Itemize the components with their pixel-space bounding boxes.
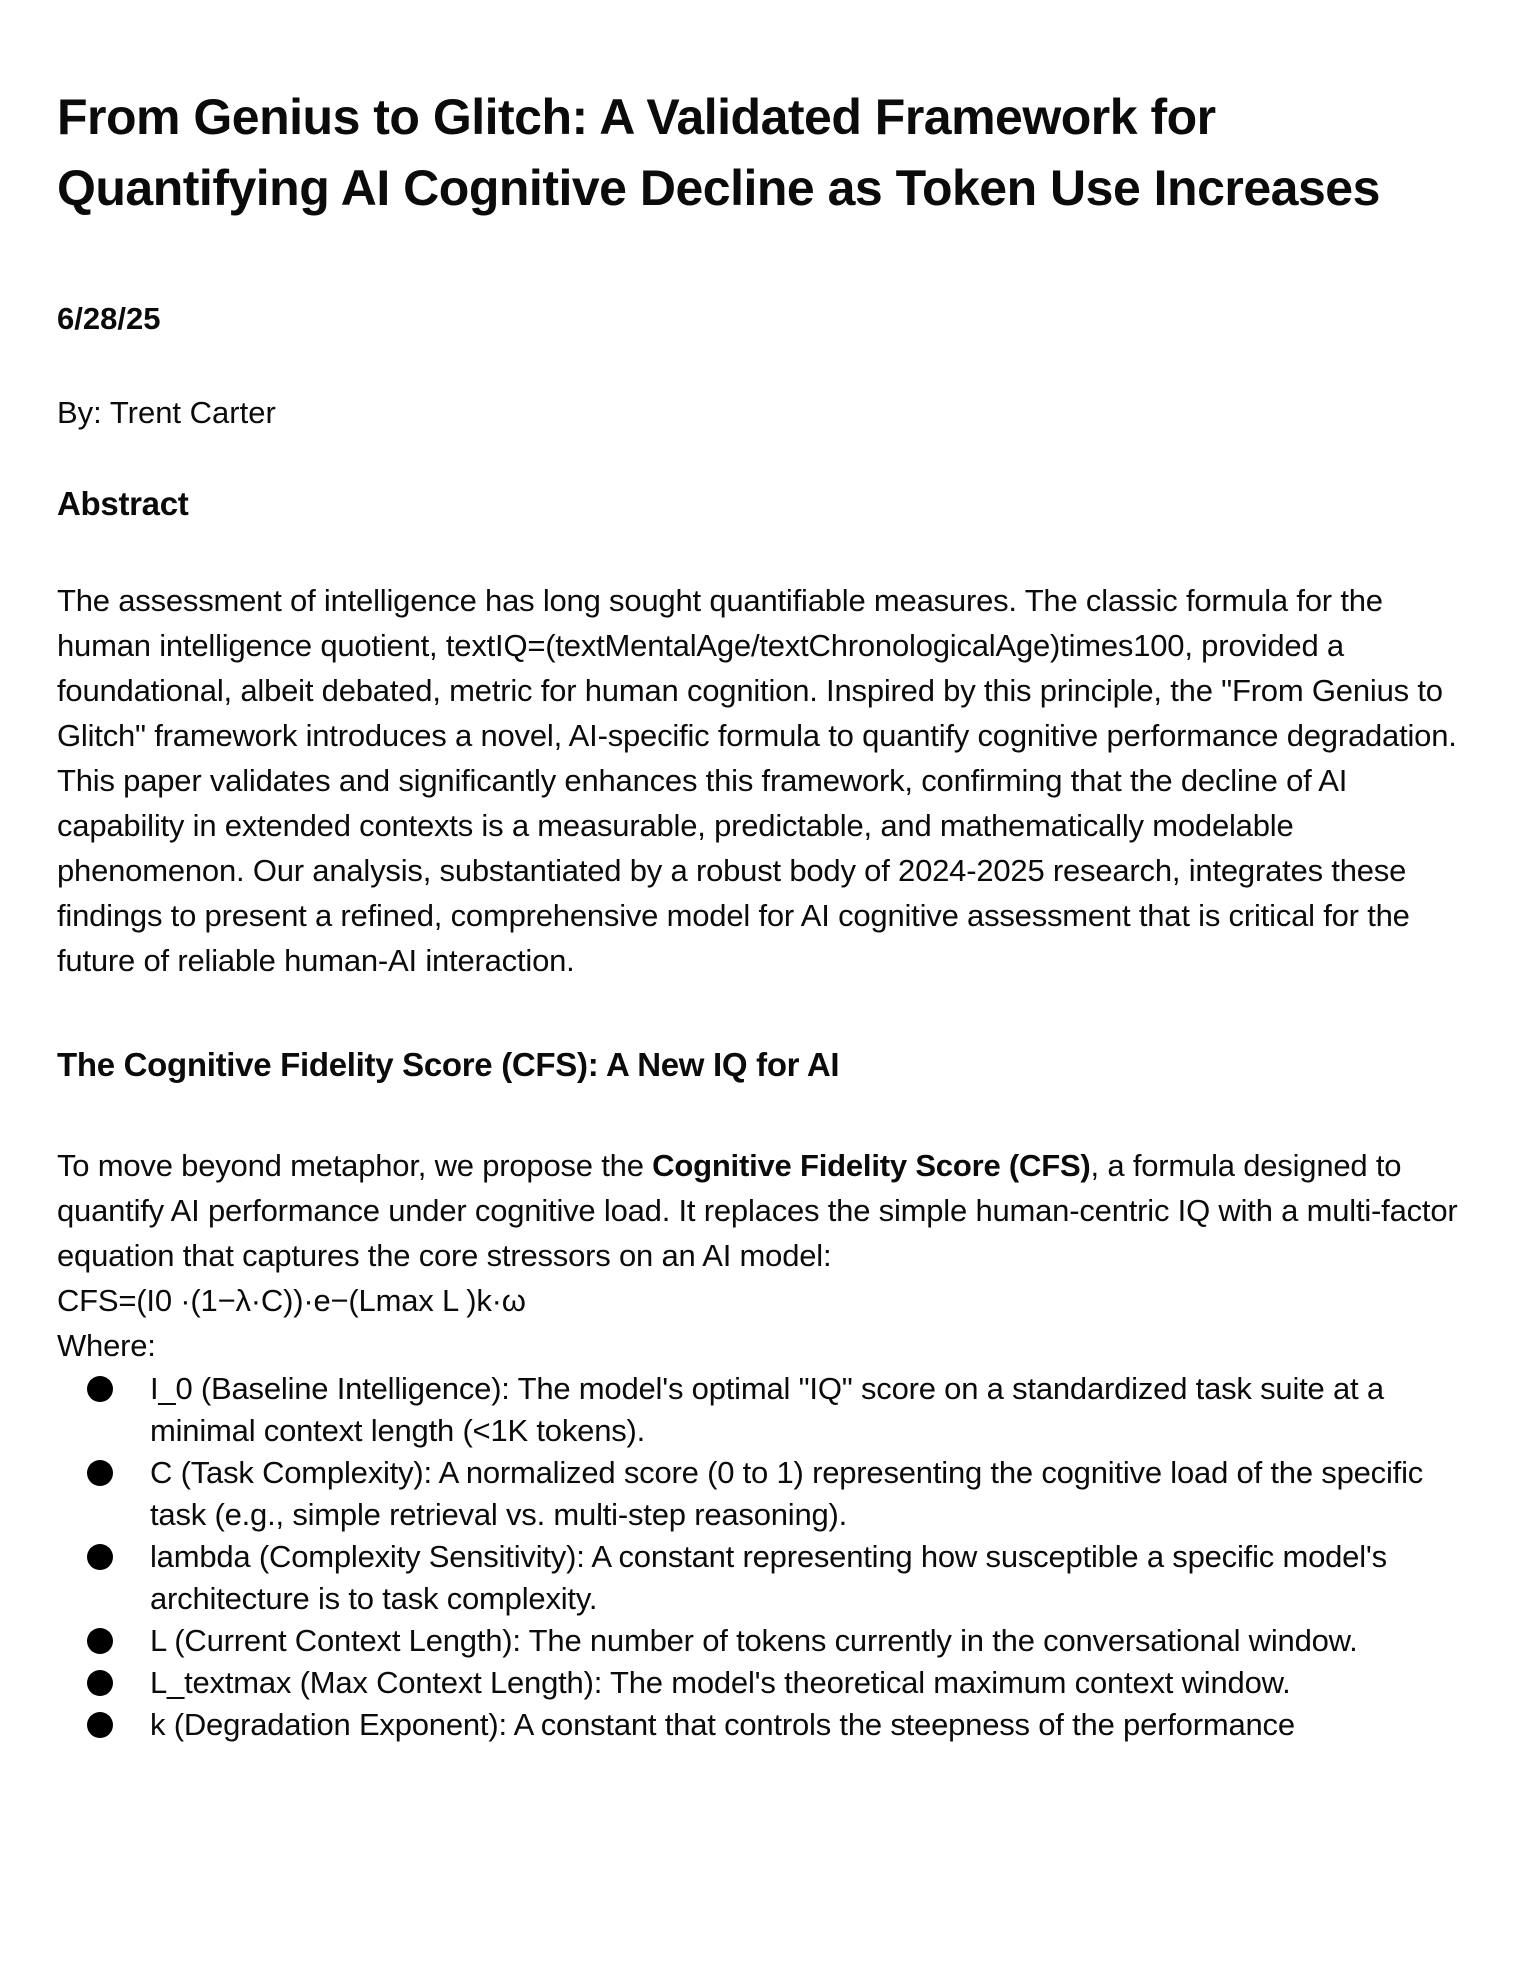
list-item <box>57 1704 1479 1746</box>
bullet-icon <box>87 1712 113 1738</box>
list-item-text: L_textmax (Max Context Length): The model's theoretical maximum context window. <box>150 1665 1291 1700</box>
list-item <box>57 1536 1479 1620</box>
list-item <box>57 1368 1479 1452</box>
cfs-intro-paragraph <box>57 1143 1479 1278</box>
cfs-term-bold: Cognitive Fidelity Score (CFS) <box>652 1148 1091 1183</box>
bullet-icon <box>87 1376 113 1402</box>
bullet-icon <box>87 1460 113 1486</box>
bullet-icon <box>87 1670 113 1696</box>
bullet-icon <box>87 1628 113 1654</box>
cfs-section-heading: The Cognitive Fidelity Score (CFS): A New IQ for AI <box>57 1046 840 1083</box>
page-title: From Genius to Glitch: A Validated Framework for Quantifying AI Cognitive Decline as Token Use Increases <box>57 89 1380 216</box>
cfs-intro-post: , a formula designed to quantify AI performance under cognitive load. It replaces the simple human-centric IQ with a multi-factor equation that captures the core stressors on an AI model: <box>57 1148 1458 1273</box>
article-byline: By: Trent Carter <box>57 395 276 430</box>
list-item <box>57 1620 1479 1662</box>
bullet-icon <box>87 1544 113 1570</box>
list-item-text: k (Degradation Exponent): A constant that controls the steepness of the performance <box>150 1707 1295 1742</box>
cfs-intro-pre: To move beyond metaphor, we propose the <box>57 1148 653 1183</box>
list-item <box>57 1662 1479 1704</box>
abstract-body: The assessment of intelligence has long sought quantifiable measures. The classic formula for the human intelligence quotient, textIQ=(textMentalAge/textChronologicalAge)times100, provided a foundational, albeit debated, metric for human cognition. Inspired by this principle, the "From Genius to Glitch" framework introduces a novel, AI-specific formula to quantify cognitive performance degradation. This paper validates and significantly enhances this framework, confirming that the decline of AI capability in extended contexts is a measurable, predictable, and mathematically modelable phenomenon. Our analysis, substantiated by a robust body of 2024-2025 research, integrates these findings to present a refined, comprehensive model for AI cognitive assessment that is critical for the future of reliable human-AI interaction. <box>57 583 1457 978</box>
where-label: Where: <box>57 1328 156 1363</box>
list-item-text: I_0 (Baseline Intelligence): The model's optimal "IQ" score on a standardized task suite at a minimal context length (<1K tokens). <box>150 1371 1384 1448</box>
list-item-text: C (Task Complexity): A normalized score (0 to 1) representing the cognitive load of the specific task (e.g., simple retrieval vs. multi-step reasoning). <box>150 1455 1424 1532</box>
list-item-text: L (Current Context Length): The number of tokens currently in the conversational window. <box>150 1623 1358 1658</box>
list-item <box>57 1452 1479 1536</box>
article-date: 6/28/25 <box>57 301 161 336</box>
list-item-text: lambda (Complexity Sensitivity): A constant representing how susceptible a specific model's architecture is to task complexity. <box>150 1539 1387 1616</box>
abstract-heading: Abstract <box>57 485 189 522</box>
cfs-formula: CFS=(I0 ·(1−λ·C))·e−(Lmax L )k·ω <box>57 1283 526 1318</box>
cfs-variable-list <box>57 1368 1479 1746</box>
